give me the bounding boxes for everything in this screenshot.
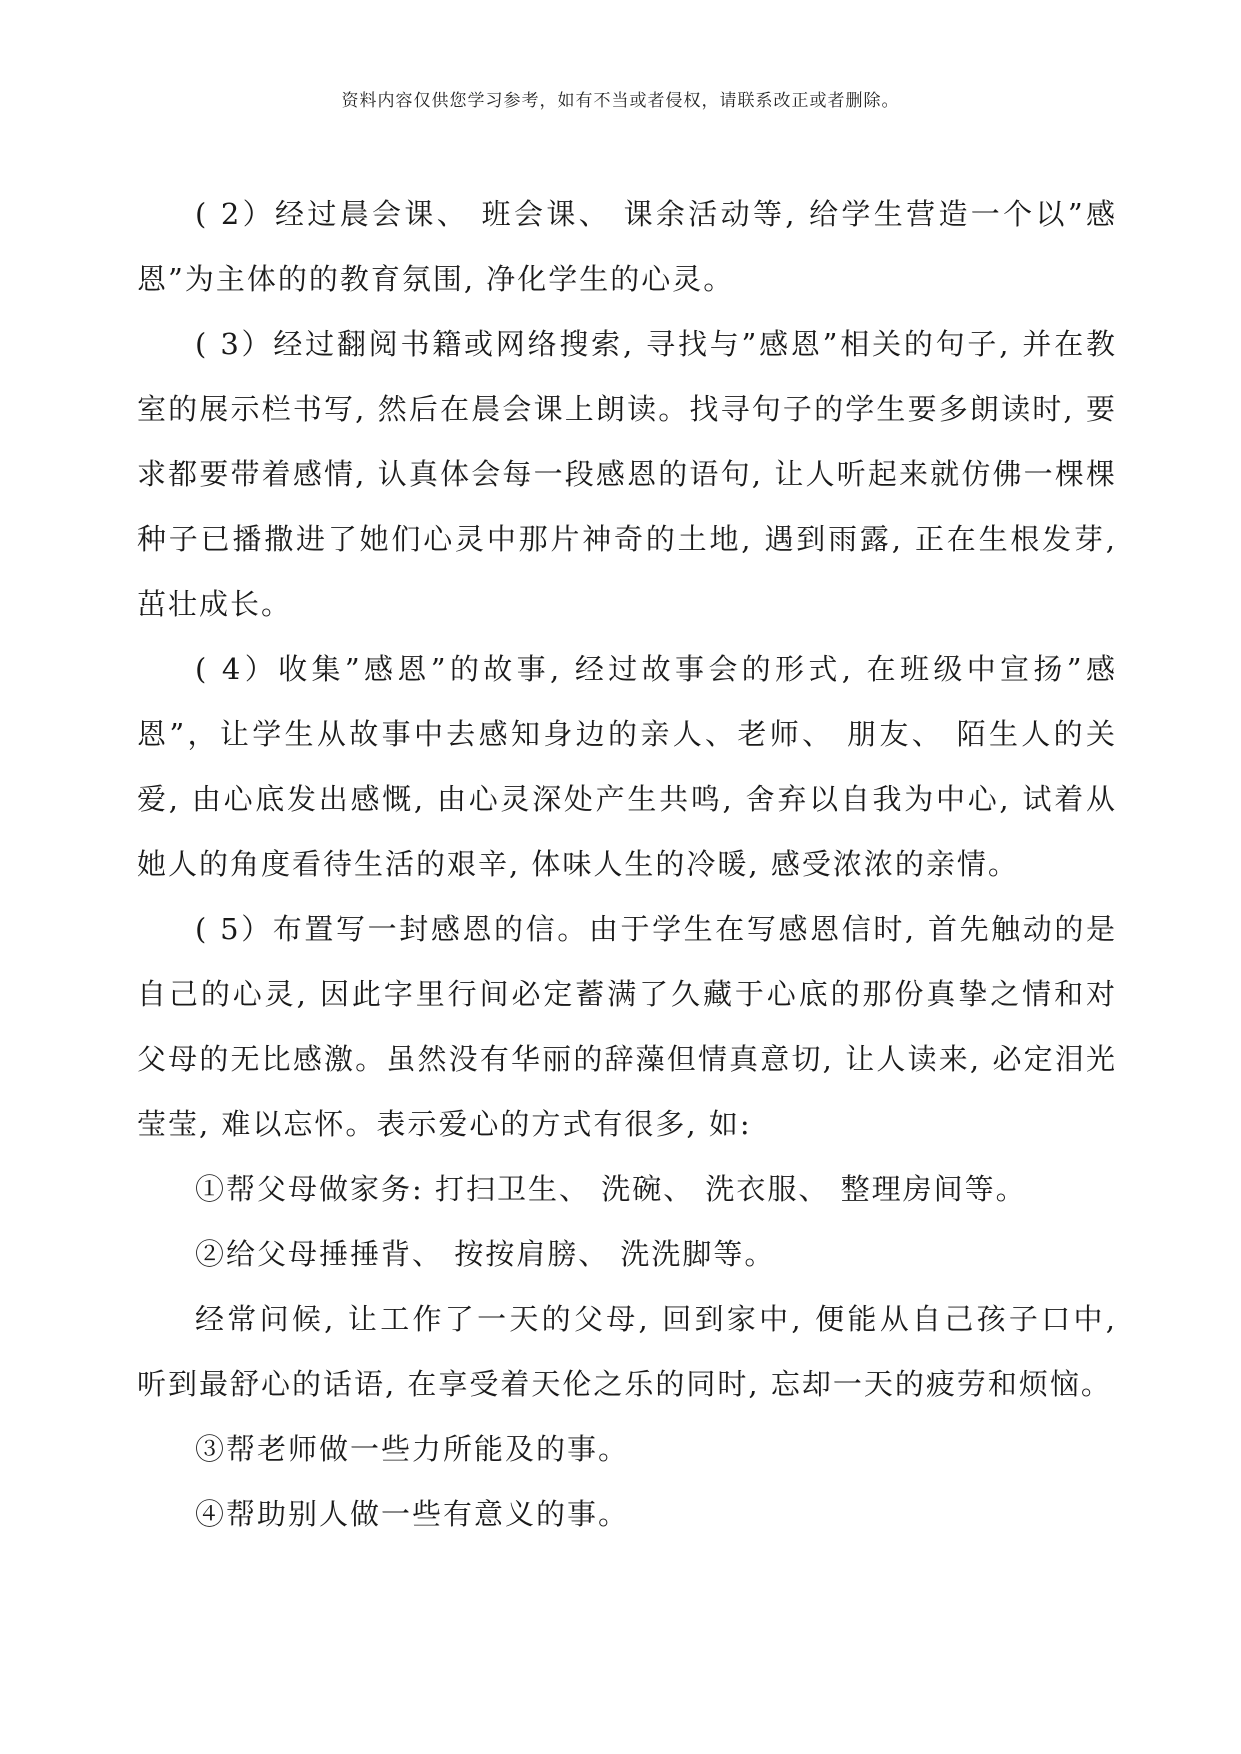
list-item-help-others: ④帮助别人做一些有意义的事。 xyxy=(195,1497,630,1531)
paragraph-item-2: ( 2）经过晨会课、 班会课、 课余活动等, 给学生营造一个以”感恩”为主体的的教育氛围, 净化学生的心灵。 xyxy=(137,197,1117,296)
paragraph-greeting: 经常问候, 让工作了一天的父母, 回到家中, 便能从自己孩子口中, 听到最舒心的话语, 在享受着天伦之乐的同时, 忘却一天的疲劳和烦恼。 xyxy=(137,1302,1117,1401)
list-item-help-teacher: ③帮老师做一些力所能及的事。 xyxy=(195,1432,630,1466)
paragraph-item-3: ( 3）经过翻阅书籍或网络搜索, 寻找与”感恩”相关的句子, 并在教室的展示栏书写, 然后在晨会课上朗读。找寻句子的学生要多朗读时, 要求都要带着感情, 认真体会每一段感恩的语句, 让人听起来就仿佛一棵棵种子已播撒进了她们心灵中那片神奇的土地, 遇到雨露, 正在生根发芽, 茁壮成长。 xyxy=(137,327,1117,621)
list-item-massage: ②给父母捶捶背、 按按肩膀、 洗洗脚等。 xyxy=(195,1237,776,1271)
document-body xyxy=(137,182,1117,1547)
paragraph-item-5: ( 5）布置写一封感恩的信。由于学生在写感恩信时, 首先触动的是自己的心灵, 因此字里行间必定蓄满了久藏于心底的那份真挚之情和对父母的无比感激。虽然没有华丽的辞藻但情真意切, 让人读来, 必定泪光莹莹, 难以忘怀。表示爱心的方式有很多, 如: xyxy=(137,912,1117,1141)
list-item-housework: ①帮父母做家务: 打扫卫生、 洗碗、 洗衣服、 整理房间等。 xyxy=(195,1172,1027,1206)
document-header-note: 资料内容仅供您学习参考，如有不当或者侵权，请联系改正或者删除。 xyxy=(341,91,900,111)
paragraph-item-4: ( 4）收集”感恩”的故事, 经过故事会的形式, 在班级中宣扬”感恩”，让学生从故事中去感知身边的亲人、老师、 朋友、 陌生人的关爱, 由心底发出感慨, 由心灵深处产生共鸣, 舍弃以自我为中心, 试着从她人的角度看待生活的艰辛, 体味人生的冷暖, 感受浓浓的亲情。 xyxy=(137,652,1117,881)
